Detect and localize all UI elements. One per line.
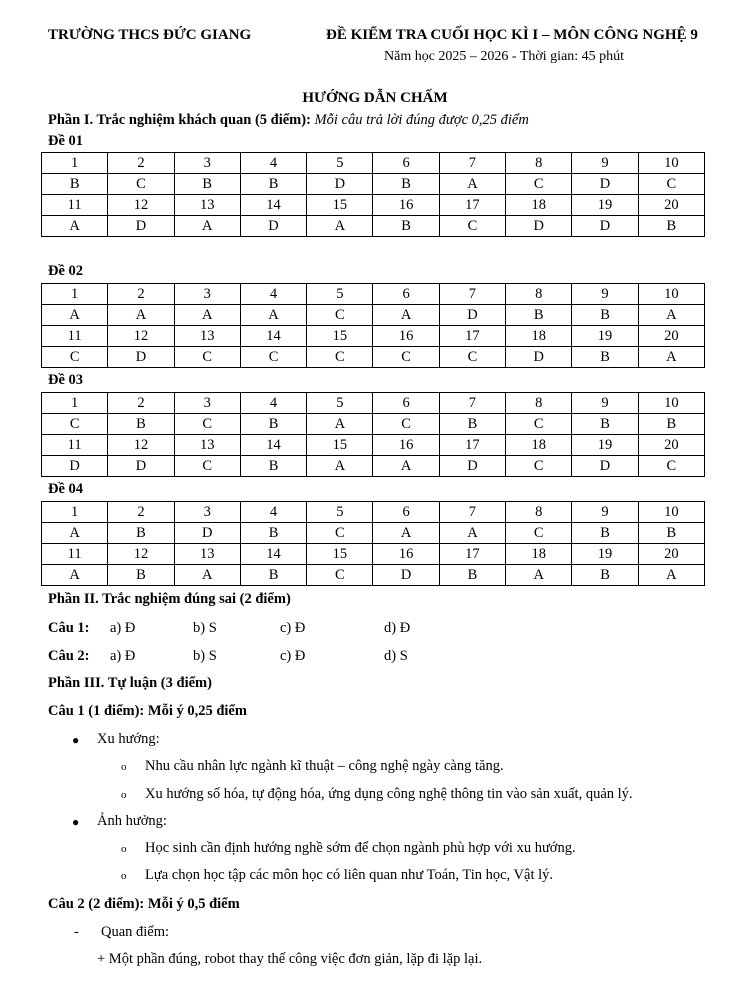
answer-cell: C <box>174 456 240 477</box>
answer-row <box>42 174 705 195</box>
question-number-row <box>42 326 705 347</box>
question-number-cell: 19 <box>572 544 638 565</box>
question-number-cell: 6 <box>373 502 439 523</box>
answer-cell: C <box>307 523 373 544</box>
question-number-row <box>42 284 705 305</box>
answer-cell: A <box>638 305 704 326</box>
q1-bullet-trend: Xu hướng: <box>97 731 160 747</box>
answer-table <box>41 501 705 586</box>
answer-cell: B <box>240 565 306 586</box>
answer-cell: B <box>108 414 174 435</box>
question-number-cell: 3 <box>174 284 240 305</box>
answer-cell: C <box>108 174 174 195</box>
question-number-cell: 9 <box>572 393 638 414</box>
answer-cell: B <box>240 523 306 544</box>
answer-cell: A <box>506 565 572 586</box>
answer-cell: C <box>174 347 240 368</box>
question-number-cell: 16 <box>373 435 439 456</box>
answer-cell: C <box>42 347 108 368</box>
answer-cell: A <box>307 414 373 435</box>
answer-cell: B <box>572 305 638 326</box>
answer-cell: D <box>174 523 240 544</box>
answer-cell: C <box>506 414 572 435</box>
tf-question-label: Câu 2: <box>48 648 90 664</box>
answer-cell: D <box>572 174 638 195</box>
question-number-cell: 1 <box>42 502 108 523</box>
question-number-row <box>42 195 705 216</box>
circle-bullet-icon: o <box>121 870 127 882</box>
answer-cell: B <box>439 414 505 435</box>
question-number-cell: 16 <box>373 326 439 347</box>
question-number-cell: 20 <box>638 544 704 565</box>
q1-impact-item: Lựa chọn học tập các môn học có liên quan như Toán, Tin học, Vật lý. <box>145 867 554 883</box>
question-number-cell: 7 <box>439 153 505 174</box>
answer-cell: A <box>240 305 306 326</box>
circle-bullet-icon: o <box>121 789 127 801</box>
question-number-cell: 19 <box>572 326 638 347</box>
answer-table <box>41 152 705 237</box>
answer-cell: B <box>638 216 704 237</box>
question-number-cell: 12 <box>108 326 174 347</box>
answer-cell: A <box>42 565 108 586</box>
answer-cell: C <box>240 347 306 368</box>
question-number-cell: 15 <box>307 195 373 216</box>
question-number-cell: 11 <box>42 326 108 347</box>
question-number-cell: 10 <box>638 502 704 523</box>
question-number-cell: 5 <box>307 393 373 414</box>
answer-row <box>42 347 705 368</box>
answer-row <box>42 216 705 237</box>
answer-cell: A <box>307 216 373 237</box>
answer-cell: B <box>240 456 306 477</box>
answer-cell: D <box>506 216 572 237</box>
question-number-cell: 11 <box>42 544 108 565</box>
q2-point: + Một phần đúng, robot thay thế công việc đơn giản, lặp đi lặp lại. <box>97 951 483 967</box>
answer-cell: B <box>373 216 439 237</box>
answer-cell: A <box>174 216 240 237</box>
tf-answer: c) Đ <box>280 648 306 664</box>
answer-cell: D <box>307 174 373 195</box>
question-number-row <box>42 544 705 565</box>
answer-cell: C <box>373 414 439 435</box>
answer-cell: B <box>42 174 108 195</box>
answer-cell: B <box>572 523 638 544</box>
question-number-cell: 17 <box>439 544 505 565</box>
question-number-row <box>42 435 705 456</box>
question-number-cell: 16 <box>373 544 439 565</box>
tf-answer: c) Đ <box>280 620 306 636</box>
answer-cell: C <box>307 347 373 368</box>
answer-cell: B <box>572 347 638 368</box>
answer-cell: D <box>572 456 638 477</box>
question-number-cell: 8 <box>506 502 572 523</box>
question-number-row <box>42 153 705 174</box>
circle-bullet-icon: o <box>121 761 127 773</box>
question-number-cell: 14 <box>240 326 306 347</box>
answer-cell: C <box>307 305 373 326</box>
question-number-cell: 20 <box>638 326 704 347</box>
dash-marker: - <box>74 924 79 940</box>
question-number-cell: 15 <box>307 326 373 347</box>
essay-q2-title: Câu 2 (2 điểm): Mỗi ý 0,5 điểm <box>48 896 240 912</box>
answer-cell: B <box>638 414 704 435</box>
answer-cell: B <box>108 565 174 586</box>
answer-cell: A <box>307 456 373 477</box>
question-number-cell: 14 <box>240 544 306 565</box>
part1-heading <box>48 112 529 129</box>
question-number-cell: 14 <box>240 435 306 456</box>
answer-cell: B <box>638 523 704 544</box>
answer-cell: D <box>108 216 174 237</box>
answer-cell: D <box>240 216 306 237</box>
question-number-cell: 13 <box>174 326 240 347</box>
answer-cell: A <box>108 305 174 326</box>
answer-cell: C <box>174 414 240 435</box>
answer-table <box>41 283 705 368</box>
answer-cell: A <box>439 174 505 195</box>
answer-cell: D <box>439 456 505 477</box>
question-number-cell: 3 <box>174 393 240 414</box>
answer-cell: C <box>506 174 572 195</box>
question-number-cell: 9 <box>572 284 638 305</box>
question-number-cell: 12 <box>108 544 174 565</box>
exam-title: ĐỀ KIỂM TRA CUỐI HỌC KÌ I – MÔN CÔNG NGHỆ 9 <box>326 27 698 43</box>
answer-cell: D <box>108 456 174 477</box>
question-number-cell: 13 <box>174 195 240 216</box>
question-number-cell: 18 <box>506 435 572 456</box>
question-number-cell: 1 <box>42 284 108 305</box>
answer-cell: C <box>638 174 704 195</box>
question-number-cell: 2 <box>108 153 174 174</box>
question-number-cell: 7 <box>439 393 505 414</box>
question-number-cell: 17 <box>439 326 505 347</box>
question-number-cell: 5 <box>307 153 373 174</box>
question-number-cell: 5 <box>307 284 373 305</box>
question-number-cell: 1 <box>42 393 108 414</box>
answer-cell: B <box>108 523 174 544</box>
question-number-cell: 3 <box>174 153 240 174</box>
answer-cell: D <box>42 456 108 477</box>
q1-impact-item: Học sinh cần định hướng nghề sớm để chọn ngành phù hợp với xu hướng. <box>145 840 576 856</box>
question-number-cell: 19 <box>572 195 638 216</box>
answer-row <box>42 456 705 477</box>
q1-trend-item: Nhu cầu nhân lực ngành kĩ thuật – công nghệ ngày càng tăng. <box>145 758 504 774</box>
tf-answer: a) Đ <box>110 620 136 636</box>
answer-cell: D <box>373 565 439 586</box>
question-number-cell: 13 <box>174 544 240 565</box>
q1-trend-item: Xu hướng số hóa, tự động hóa, ứng dụng công nghệ thông tin vào sản xuất, quản lý. <box>145 786 633 802</box>
answer-cell: B <box>439 565 505 586</box>
question-number-cell: 4 <box>240 502 306 523</box>
question-number-cell: 6 <box>373 153 439 174</box>
answer-cell: A <box>373 305 439 326</box>
question-number-cell: 14 <box>240 195 306 216</box>
answer-cell: C <box>439 216 505 237</box>
question-number-cell: 8 <box>506 153 572 174</box>
question-number-cell: 20 <box>638 435 704 456</box>
question-number-cell: 8 <box>506 393 572 414</box>
question-number-row <box>42 393 705 414</box>
answer-cell: D <box>108 347 174 368</box>
answer-cell: B <box>174 174 240 195</box>
answer-cell: D <box>572 216 638 237</box>
tf-answer: b) S <box>193 620 217 636</box>
question-number-cell: 15 <box>307 544 373 565</box>
answer-cell: A <box>174 565 240 586</box>
question-number-cell: 18 <box>506 544 572 565</box>
answer-cell: A <box>174 305 240 326</box>
answer-row <box>42 305 705 326</box>
part3-title: Phần III. Tự luận (3 điểm) <box>48 675 212 691</box>
question-number-cell: 3 <box>174 502 240 523</box>
question-number-cell: 17 <box>439 195 505 216</box>
tf-answer: a) Đ <box>110 648 136 664</box>
question-number-cell: 9 <box>572 153 638 174</box>
question-number-cell: 2 <box>108 393 174 414</box>
tf-answer: d) Đ <box>384 620 411 636</box>
exam-label: Đề 02 <box>48 263 84 279</box>
question-number-cell: 12 <box>108 435 174 456</box>
tf-answer: b) S <box>193 648 217 664</box>
answer-row <box>42 565 705 586</box>
question-number-cell: 8 <box>506 284 572 305</box>
bullet-icon: ● <box>72 815 80 829</box>
answer-cell: A <box>638 565 704 586</box>
answer-cell: A <box>439 523 505 544</box>
question-number-cell: 6 <box>373 393 439 414</box>
question-number-cell: 1 <box>42 153 108 174</box>
q2-viewpoint-label: Quan điểm: <box>101 924 170 940</box>
question-number-cell: 10 <box>638 393 704 414</box>
question-number-cell: 15 <box>307 435 373 456</box>
part2-title: Phần II. Trắc nghiệm đúng sai (2 điểm) <box>48 591 291 607</box>
guide-title: HƯỚNG DẪN CHẤM <box>302 90 448 106</box>
question-number-cell: 6 <box>373 284 439 305</box>
answer-cell: A <box>42 216 108 237</box>
question-number-cell: 18 <box>506 326 572 347</box>
answer-row <box>42 523 705 544</box>
circle-bullet-icon: o <box>121 843 127 855</box>
question-number-cell: 13 <box>174 435 240 456</box>
answer-table <box>41 392 705 477</box>
answer-cell: C <box>307 565 373 586</box>
part1-title: Phần I. Trắc nghiệm khách quan (5 điểm): <box>48 112 311 128</box>
question-number-cell: 4 <box>240 153 306 174</box>
school-name: TRƯỜNG THCS ĐỨC GIANG <box>48 27 252 43</box>
answer-cell: D <box>439 305 505 326</box>
question-number-row <box>42 502 705 523</box>
answer-cell: B <box>506 305 572 326</box>
exam-label: Đề 01 <box>48 133 84 149</box>
answer-cell: C <box>506 523 572 544</box>
answer-cell: B <box>240 174 306 195</box>
answer-cell: A <box>373 523 439 544</box>
answer-cell: B <box>240 414 306 435</box>
question-number-cell: 12 <box>108 195 174 216</box>
question-number-cell: 5 <box>307 502 373 523</box>
tf-answer: d) S <box>384 648 408 664</box>
question-number-cell: 16 <box>373 195 439 216</box>
answer-cell: C <box>638 456 704 477</box>
exam-label: Đề 03 <box>48 372 84 388</box>
question-number-cell: 19 <box>572 435 638 456</box>
question-number-cell: 7 <box>439 284 505 305</box>
answer-cell: A <box>373 456 439 477</box>
answer-cell: C <box>373 347 439 368</box>
tf-question-label: Câu 1: <box>48 620 90 636</box>
answer-cell: C <box>439 347 505 368</box>
question-number-cell: 18 <box>506 195 572 216</box>
question-number-cell: 10 <box>638 153 704 174</box>
question-number-cell: 7 <box>439 502 505 523</box>
question-number-cell: 4 <box>240 393 306 414</box>
answer-cell: B <box>572 414 638 435</box>
exam-year-time: Năm học 2025 – 2026 - Thời gian: 45 phút <box>384 49 625 64</box>
answer-row <box>42 414 705 435</box>
question-number-cell: 11 <box>42 435 108 456</box>
question-number-cell: 2 <box>108 284 174 305</box>
answer-cell: C <box>506 456 572 477</box>
question-number-cell: 17 <box>439 435 505 456</box>
essay-q1-title: Câu 1 (1 điểm): Mỗi ý 0,25 điểm <box>48 703 247 719</box>
question-number-cell: 4 <box>240 284 306 305</box>
question-number-cell: 9 <box>572 502 638 523</box>
answer-cell: B <box>572 565 638 586</box>
answer-cell: A <box>638 347 704 368</box>
answer-cell: B <box>373 174 439 195</box>
question-number-cell: 10 <box>638 284 704 305</box>
exam-label: Đề 04 <box>48 481 84 497</box>
answer-cell: A <box>42 305 108 326</box>
bullet-icon: ● <box>72 733 80 747</box>
answer-cell: C <box>42 414 108 435</box>
answer-cell: D <box>506 347 572 368</box>
part1-note: Mỗi câu trả lời đúng được 0,25 điểm <box>314 112 529 128</box>
question-number-cell: 11 <box>42 195 108 216</box>
question-number-cell: 2 <box>108 502 174 523</box>
q1-bullet-impact: Ảnh hưởng: <box>97 813 167 829</box>
answer-cell: A <box>42 523 108 544</box>
question-number-cell: 20 <box>638 195 704 216</box>
